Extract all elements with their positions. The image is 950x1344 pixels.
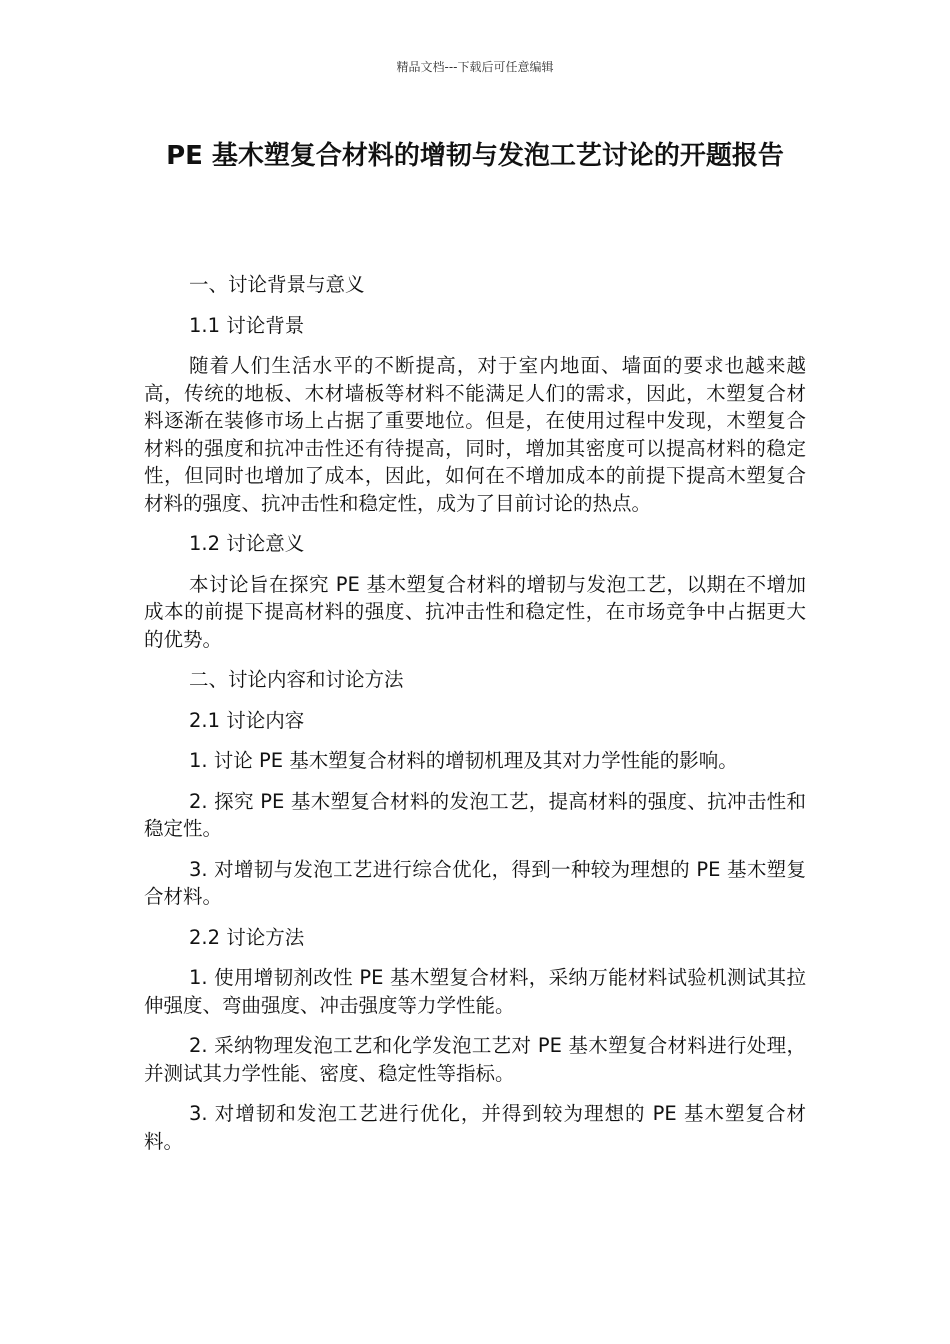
subsection-heading-2-2: 2.2 讨论方法	[189, 925, 305, 949]
content-item-3: 3. 对增韧与发泡工艺进行综合优化，得到一种较为理想的 PE 基木塑复合材料。	[144, 857, 806, 908]
significance-paragraph: 本讨论旨在探究 PE 基木塑复合材料的增韧与发泡工艺，以期在不增加成本的前提下提高材料的强度、抗冲击性和稳定性，在市场竞争中占据更大的优势。	[144, 572, 806, 651]
document-body	[144, 271, 806, 1168]
subsection-heading-1-2: 1.2 讨论意义	[189, 532, 305, 555]
background-paragraph: 随着人们生活水平的不断提高，对于室内地面、墙面的要求也越来越高，传统的地板、木材墙板等材料不能满足人们的需求，因此，木塑复合材料逐渐在装修市场上占据了重要地位。但是，在使用过程中发现，木塑复合材料的强度和抗冲击性还有待提高，同时，增加其密度可以提高材料的稳定性，但同时也增加了成本，因此，如何在不增加成本的前提下提高木塑复合材料的强度、抗冲击性和稳定性，成为了目前讨论的热点。	[144, 354, 806, 515]
subsection-heading-1-1: 1.1 讨论背景	[189, 313, 305, 337]
subsection-heading-2-1: 2.1 讨论内容	[189, 708, 305, 732]
section-heading-1: 一、讨论背景与意义	[189, 273, 365, 296]
header-note: 精品文档---下载后可任意编辑	[396, 60, 554, 74]
document-title: PE 基木塑复合材料的增韧与发泡工艺讨论的开题报告	[166, 141, 784, 171]
section-heading-2: 二、讨论内容和讨论方法	[189, 668, 404, 691]
content-item-2: 2. 探究 PE 基木塑复合材料的发泡工艺，提高材料的强度、抗冲击性和稳定性。	[144, 789, 806, 840]
method-item-1: 1. 使用增韧剂改性 PE 基木塑复合材料，采纳万能材料试验机测试其拉伸强度、弯曲强度、冲击强度等力学性能。	[144, 966, 806, 1017]
content-item-1: 1. 讨论 PE 基木塑复合材料的增韧机理及其对力学性能的影响。	[189, 749, 738, 772]
method-item-3: 3. 对增韧和发泡工艺进行优化，并得到较为理想的 PE 基木塑复合材料。	[144, 1102, 806, 1153]
method-item-2: 2. 采纳物理发泡工艺和化学发泡工艺对 PE 基木塑复合材料进行处理，并测试其力学性能、密度、稳定性等指标。	[144, 1034, 806, 1085]
